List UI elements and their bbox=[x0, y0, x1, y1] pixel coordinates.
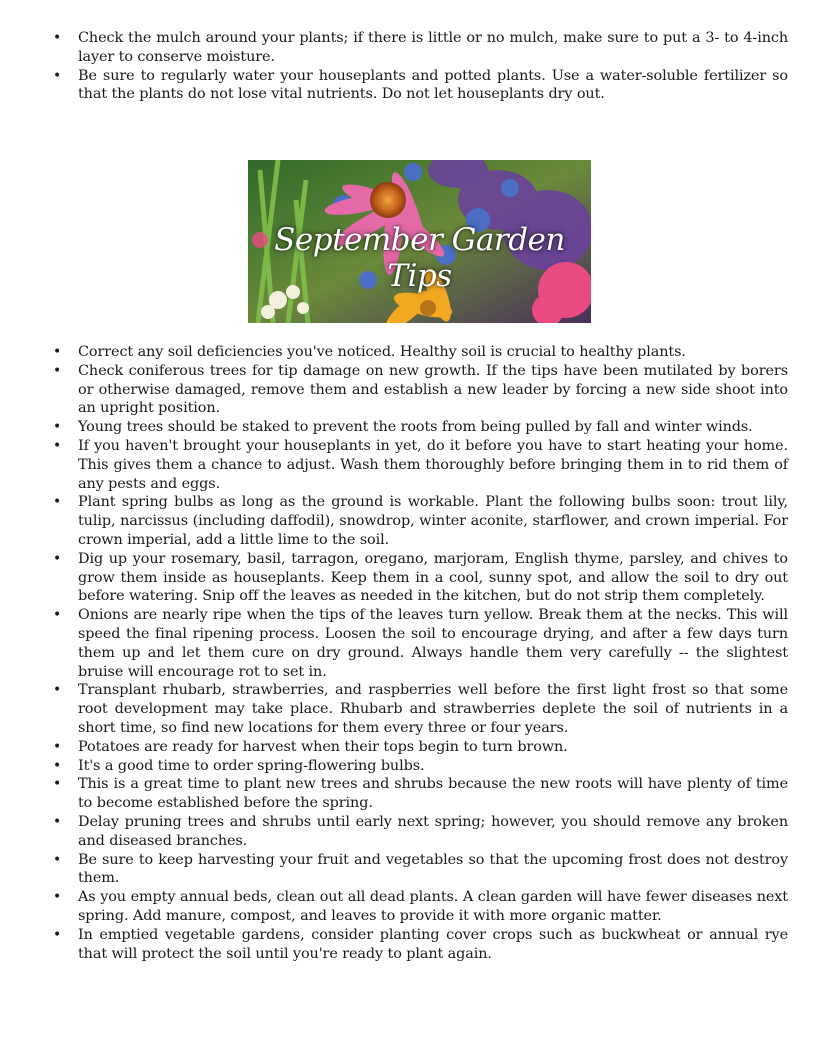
list-item bbox=[48, 738, 788, 757]
list-item bbox=[48, 926, 788, 964]
tip-text: Check coniferous trees for tip damage on new growth. If the tips have been mutilated by borers or otherwise damaged, remove them and establish a new leader by forcing a new side shoot into an upright position. bbox=[78, 362, 788, 417]
tip-text: If you haven't brought your houseplants in yet, do it before you have to start heating your home. This gives them a chance to adjust. Wash them thoroughly before bringing them in to rid them of any pests and eggs. bbox=[78, 437, 788, 492]
tip-text: In emptied vegetable gardens, consider planting cover crops such as buckwheat or annual rye that will protect the soil until you're ready to plant again. bbox=[78, 926, 788, 962]
tip-text: Transplant rhubarb, strawberries, and raspberries well before the first light frost so that some root development may take place. Rhubarb and strawberries deplete the soil of nutrients in a short time, so find new locations for them every three or four years. bbox=[78, 682, 788, 736]
list-item bbox=[48, 67, 788, 105]
tip-text: Delay pruning trees and shrubs until early next spring; however, you should remove any broken and diseased branches. bbox=[78, 813, 788, 849]
tip-text: Be sure to regularly water your houseplants and potted plants. Use a water-soluble fertilizer so that the plants do not lose vital nutrients. Do not let houseplants dry out. bbox=[78, 67, 788, 103]
banner-title: September Garden Tips bbox=[274, 222, 565, 294]
tip-text: Young trees should be staked to prevent the roots from being pulled by fall and winter winds. bbox=[78, 419, 753, 436]
bullet-icon: • bbox=[53, 926, 62, 943]
list-item bbox=[48, 550, 788, 606]
tip-text: This is a great time to plant new trees and shrubs because the new roots will have plenty of time to become established before the spring. bbox=[78, 776, 788, 812]
bullet-icon: • bbox=[53, 682, 62, 699]
bullet-icon: • bbox=[53, 776, 62, 793]
tip-text: Onions are nearly ripe when the tips of the leaves turn yellow. Break them at the necks. This will speed the final ripening process. Loosen the soil to encourage drying, and after a few days turn them up and let them cure on dry ground. Always handle them very carefully -- the slightest bruise will encourage rot to set in. bbox=[78, 607, 788, 680]
bullet-icon: • bbox=[53, 813, 62, 830]
tip-text: Potatoes are ready for harvest when their tops begin to turn brown. bbox=[78, 738, 568, 755]
tips-list-top bbox=[48, 29, 788, 104]
list-item bbox=[48, 29, 788, 67]
bullet-icon: • bbox=[53, 889, 62, 906]
list-item bbox=[48, 757, 788, 776]
tip-text: Be sure to keep harvesting your fruit and vegetables so that the upcoming frost does not destroy them. bbox=[78, 851, 788, 887]
bullet-icon: • bbox=[53, 437, 62, 454]
bullet-icon: • bbox=[53, 494, 62, 511]
list-item bbox=[48, 775, 788, 813]
list-item bbox=[48, 362, 788, 418]
tips-list-bottom bbox=[48, 343, 788, 963]
tip-text: Dig up your rosemary, basil, tarragon, oregano, marjoram, English thyme, parsley, and chives to grow them inside as houseplants. Keep them in a cool, sunny spot, and allow the soil to dry out before watering. Snip off the leaves as needed in the kitchen, but do not strip them completely. bbox=[78, 550, 788, 605]
tip-text: It's a good time to order spring-flowering bulbs. bbox=[78, 757, 425, 774]
bullet-icon: • bbox=[53, 344, 62, 360]
list-item bbox=[48, 851, 788, 889]
bullet-icon: • bbox=[53, 607, 62, 624]
list-item bbox=[48, 813, 788, 851]
list-item bbox=[48, 606, 788, 681]
bullet-icon: • bbox=[53, 362, 62, 379]
bullet-icon: • bbox=[53, 738, 62, 755]
list-item bbox=[48, 343, 788, 362]
bullet-icon: • bbox=[53, 419, 62, 436]
tip-text: Correct any soil deficiencies you've noticed. Healthy soil is crucial to healthy plants. bbox=[78, 344, 686, 360]
bullet-icon: • bbox=[53, 757, 62, 774]
list-item bbox=[48, 888, 788, 926]
list-item bbox=[48, 437, 788, 493]
tip-text: Check the mulch around your plants; if there is little or no mulch, make sure to put a 3- to 4-inch layer to conserve moisture. bbox=[78, 30, 788, 65]
list-item bbox=[48, 418, 788, 437]
banner-image bbox=[248, 160, 591, 323]
bullet-icon: • bbox=[53, 30, 62, 46]
list-item bbox=[48, 681, 788, 737]
bullet-icon: • bbox=[53, 550, 62, 567]
list-item bbox=[48, 493, 788, 549]
bullet-icon: • bbox=[53, 67, 62, 84]
tip-text: As you empty annual beds, clean out all dead plants. A clean garden will have fewer diseases next spring. Add manure, compost, and leaves to provide it with more organic matter. bbox=[78, 889, 788, 924]
tip-text: Plant spring bulbs as long as the ground is workable. Plant the following bulbs soon: trout lily, tulip, narcissus (including daffodil), snowdrop, winter aconite, starflower, and crown imperial. For crown imperial, add a little lime to the soil. bbox=[78, 494, 788, 548]
bullet-icon: • bbox=[53, 851, 62, 868]
